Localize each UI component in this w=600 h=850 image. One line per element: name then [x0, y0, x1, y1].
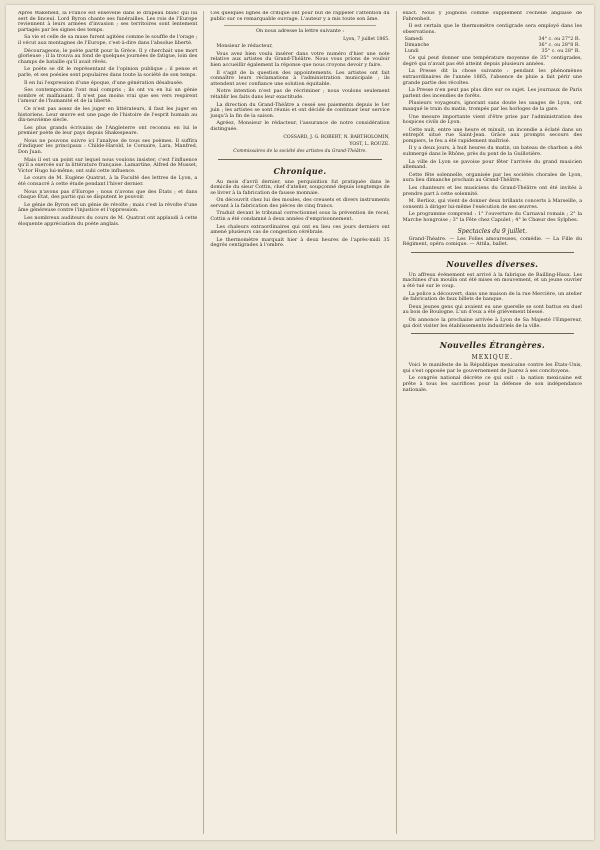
- table-row: [403, 49, 582, 55]
- chronicle-heading: Chronique.: [273, 165, 327, 176]
- col3-paragraph: Il y a deux jours, à huit heures du matin, un bateau de charbon a été submergé dans le Rhône, près du pont de la Guillotière.: [402, 145, 582, 158]
- letter-paragraph: Agréez, Monsieur le rédacteur, l'assurance de notre considération distinguée.: [210, 120, 390, 132]
- col3-paragraph: Une mesure importante vient d'être prise par l'administration des hospices civils de Lyon.: [402, 113, 582, 126]
- letter-salutation: Monsieur le rédacteur,: [216, 43, 273, 50]
- col1-paragraph: Après Wakefield, la France est ensevelie dans le drapeau blanc qui lui sert de linceul. Lord Byron chante ses funérailles. Les rois de l'Europe reviennent à leurs armées d'invasion ; ses territoires sont lentement partagés par les signes des temps.: [18, 11, 198, 33]
- col3-paragraph: Le programme comprend : 1° l'ouverture du Carnaval romain ; 2° la Marche hongroise ; 3° la Fête chez Capulet ; 4° le Chœur des Sylphes.: [402, 211, 582, 223]
- col3-paragraph: La Presse dit la chose suivante : pendant les phénomènes extraordinaires de l'année 1865, l'absence de pluie a fait périr une grande partie des récoltes.: [402, 68, 582, 86]
- col3-paragraph: M. Berlioz, qui vient de donner deux brillants concerts à Marseille, a consenti à diriger lui-même l'exécution de ses œuvres.: [402, 198, 582, 210]
- col3-paragraph: Cette nuit, entre une heure et minuit, un incendie a éclaté dans un entrepôt situé rue Saint-Jean. Grâce aux prompts secours des pompiers, le feu a été rapidement maîtrisé.: [402, 126, 582, 144]
- letter-signature: COSSARD, J. G. ROBERT, N. BARTHOLOMIN,: [283, 134, 390, 140]
- chronicle-paragraph: Au mois d'avril dernier, une perquisition fut pratiquée dans le domicile du sieur Cottin, chef d'atelier, soupçonné depuis longtemps de se livrer à la fabrication de fausse monnaie.: [210, 178, 390, 196]
- chronicle-paragraph: Traduit devant le tribunal correctionnel sous la prévention de recel, Cottin a été condamné à deux années d'emprisonnement.: [210, 210, 390, 223]
- news-paragraph: Deux jeunes gens qui avaient eu une querelle se sont battus en duel au bois de Boulogne. L'un d'eux a été grièvement blessé.: [402, 303, 582, 316]
- column-2: [203, 11, 395, 834]
- divider: [411, 333, 574, 334]
- foreign-news-paragraph: Le congrès national décrète ce qui suit : la nation mexicaine est prête à tous les sacrifices pour la défense de son indépendance nationale.: [402, 375, 582, 393]
- col3-paragraph: Ce qui peut donner une température moyenne de 35° centigrades, degré qui n'avait pas été atteint depuis plusieurs années.: [402, 55, 582, 67]
- divider: [218, 159, 381, 160]
- temperature-table: [403, 37, 582, 54]
- col3-paragraph: La Presse n'en peut pas plus dire sur ce sujet. Les journaux de Paris parlent des incendies de forêts.: [402, 87, 582, 99]
- letter-paragraph: Notre intention n'est pas de récriminer ; nous voulons seulement rétablir les faits dans leur exactitude.: [210, 88, 390, 100]
- table-value: 34° c. ou 27°2 R.: [538, 37, 580, 43]
- letter-paragraph: Vous avez bien voulu insérer dans votre numéro d'hier une note relative aux artistes du Grand-Théâtre. Nous vous prions de vouloir bien accueillir également la réponse que nous croyons devoir y faire.: [210, 50, 390, 68]
- column-1: [12, 11, 203, 834]
- divider: [224, 25, 375, 26]
- table-value: 35° c. ou 28° R.: [541, 48, 580, 54]
- col3-paragraph: Plusieurs voyageurs, ignorant sans doute les usages de Lyon, ont manqué le train du matin, trompés par les horloges de la gare.: [402, 100, 582, 112]
- letter-signature: YOST, L. ROUZE.: [349, 141, 390, 147]
- col1-paragraph: Le génie de Byron est un génie de révolte ; mais c'est la révolte d'une âme généreuse contre l'injustice et l'oppression.: [18, 201, 198, 214]
- col1-paragraph: Le cours de M. Eugène Quatrat, à la Faculté des lettres de Lyon, a été consacré à cette étude pendant l'hiver dernier.: [18, 175, 198, 188]
- letter-paragraph: Il s'agit de la question des appointements. Les artistes ont fait connaître leurs réclamations à l'administration municipale ; ils attendent avec confiance une solution équitable.: [210, 69, 390, 87]
- letter-intro: On nous adresse la lettre suivante :: [255, 28, 345, 35]
- spectacles-heading: Spectacles du 9 juillet.: [457, 227, 527, 235]
- letter-signature-role: Commissaires de la société des artistes du Grand-Théâtre.: [233, 149, 367, 155]
- col3-paragraph: Les chanteurs et les musiciens du Grand-Théâtre ont été invités à prendre part à cette solennité.: [402, 185, 582, 197]
- col2-paragraph: Ces quelques lignes de critique ont pour but de rappeler l'attention du public sur ce remarquable ouvrage. L'auteur y a mis toute son âme.: [210, 11, 390, 22]
- divider: [411, 252, 574, 253]
- col1-paragraph: Sa vie et celle de sa muse furent agitées comme le souffle de l'orage ; il vécut aux montagnes de l'Europe, c'est-à-dire dans l'absolue liberté.: [18, 34, 198, 46]
- col1-paragraph: Décourageons, le poète partit pour la Grèce. Il y cherchait une mort glorieuse ; il la trouva au fond de quelques journées de fatigue, loin des champs de bataille qu'il avait rêvés.: [18, 47, 198, 65]
- letter-paragraph: La direction du Grand-Théâtre a cessé ses paiements depuis le 1er juin ; les artistes se sont réunis et ont décidé de continuer leur service jusqu'à la fin de la saison.: [210, 101, 390, 119]
- col1-paragraph: Ses contemporains l'ont mal compris ; ils ont vu en lui un génie sombre et malfaisant. Il n'est pas moins vrai que ses vers respirent l'amour de l'humanité et de la liberté.: [18, 87, 198, 105]
- table-label: Lundi: [404, 48, 419, 54]
- spectacles-text: Grand-Théatre. — Les Folies amoureuses, comédie. — La Fille du Régiment, opéra comique. — Attila, ballet.: [402, 235, 582, 248]
- column-3: [396, 11, 588, 834]
- chronicle-paragraph: Les chaleurs extraordinaires qui ont eu lieu ces jours derniers ont amené plusieurs cas de congestion cérébrale.: [210, 223, 390, 236]
- col1-paragraph: Les plus grands écrivains de l'Angleterre ont reconnu en lui le premier poète de leur pays depuis Shakespeare.: [18, 124, 198, 137]
- chronicle-paragraph: Le thermomètre marquait hier à deux heures de l'après-midi 35 degrés centigrades à l'ombre.: [210, 236, 390, 249]
- table-label: Dimanche: [404, 42, 430, 48]
- col1-paragraph: Nous ne pouvons suivre ici l'analyse de tous ses poèmes. Il suffira d'indiquer les principaux : Childe-Harold, le Corsaire, Lara, Manfred, Don Juan.: [18, 137, 198, 156]
- col3-paragraph: La ville de Lyon se pavoise pour fêter l'arrivée du grand musicien allemand.: [402, 158, 582, 171]
- foreign-news-paragraph: Voici le manifeste de la République mexicaine contre les États-Unis, qui s'est opposée par le gouvernement de Juarez à ses concitoyens.: [402, 362, 582, 374]
- col3-paragraph: exact. Nous y joignons comme supplément l'échelle anglaise de Fahrenheit.: [402, 11, 582, 22]
- col3-paragraph: Cette fête solennelle, organisée par les sociétés chorales de Lyon, aura lieu dimanche prochain au Grand-Théâtre.: [402, 171, 582, 184]
- table-value: 36° c. ou 28°8 R.: [538, 42, 580, 48]
- col3-paragraph: Il est certain que le thermomètre centigrade sera employé dans les observations.: [402, 23, 582, 35]
- news-paragraph: On annonce la prochaine arrivée à Lyon de Sa Majesté l'Empereur, qui doit visiter les établissements industriels de la ville.: [402, 316, 582, 329]
- news-paragraph: La police a découvert, dans une maison de la rue Mercière, un atelier de fabrication de faux billets de banque.: [402, 290, 582, 303]
- newspaper-page: [6, 5, 594, 840]
- col1-paragraph: Ce n'est pas assez de les juger en littérateurs, il faut les juger en historiens. Leur œuvre est une page de l'histoire de l'esprit humain au dix-neuvième siècle.: [18, 105, 198, 124]
- news-heading: Nouvelles diverses.: [446, 258, 539, 269]
- letter-dateline: Lyon, 7 juillet 1865.: [343, 36, 390, 42]
- columns: [12, 11, 588, 834]
- col1-paragraph: Mais il est un point sur lequel nous voulons insister, c'est l'influence qu'il a exercée sur la littérature française. Lamartine, Alfred de Musset, Victor Hugo lui-même, ont subi cette influence.: [18, 156, 198, 174]
- col1-paragraph: Nous n'avons pas d'Europe ; nous n'avons que des États ; et dans chaque État, des partis qui se disputent le pouvoir.: [18, 188, 198, 201]
- foreign-news-heading: Nouvelles Étrangères.: [439, 340, 545, 351]
- table-label: Samedi: [404, 37, 423, 43]
- chronicle-paragraph: On découvrit chez lui des moules, des creusets et divers instruments servant à la fabrication des pièces de cinq francs.: [210, 197, 390, 209]
- col1-paragraph: Le poète se dit le représentant de l'opinion publique ; il pense et parle, et ses poésies sont populaires dans toute la société de son temps.: [18, 66, 198, 78]
- foreign-news-subheading: MEXIQUE.: [471, 354, 514, 362]
- col1-paragraph: Il en lui l'expression d'une époque, d'une génération désabusée.: [24, 79, 184, 86]
- news-paragraph: Un affreux événement est arrivé à la fabrique de Bailling-Haux. Les machines d'un moulin ont été mises en mouvement, et un jeune ouvrier a été tué sur le coup.: [402, 271, 582, 289]
- col1-paragraph: Les nombreux auditeurs du cours de M. Quatrat ont applaudi à cette éloquente appréciation du poète anglais.: [18, 215, 198, 227]
